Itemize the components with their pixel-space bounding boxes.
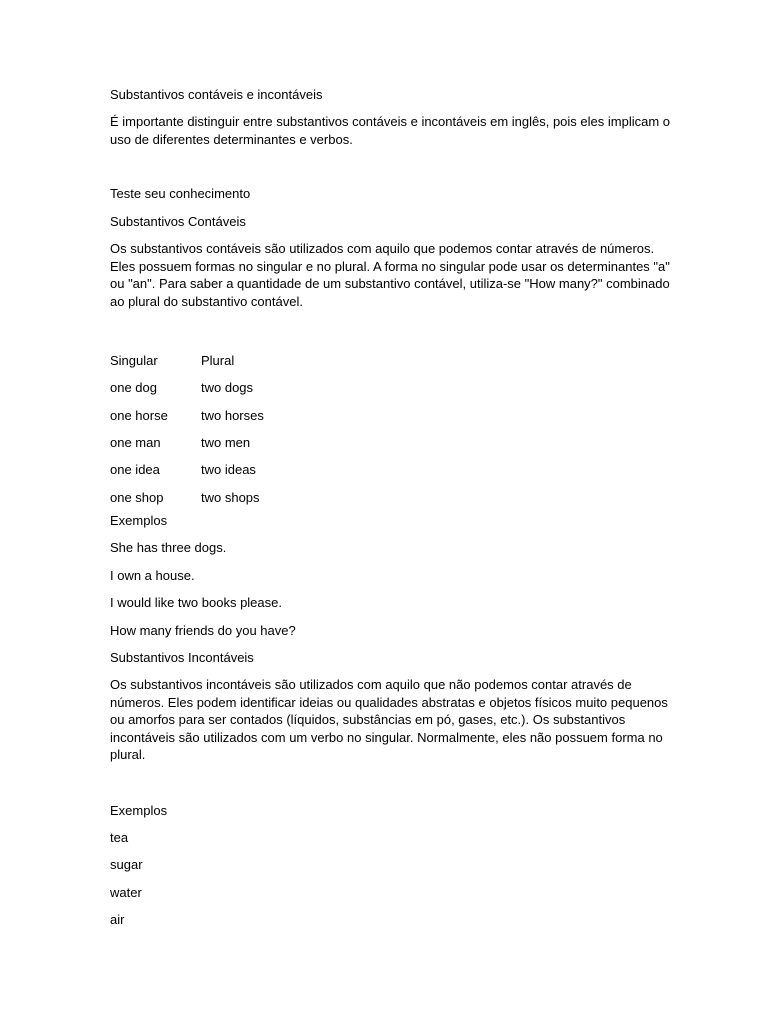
- uncountable-description: Os substantivos incontáveis são utilizados com aquilo que não podemos contar através de números. Eles podem identificar ideias ou qualidades abstratas e objetos físicos muito pequenos ou amorfos para ser contados (líquidos, substâncias em pó, gases, etc.). Os substantivos incontáveis são utilizados com um verbo no singular. Normalmente, eles não possuem forma no plural.: [110, 677, 668, 763]
- table-header-row: [110, 347, 370, 374]
- countable-example: She has three dogs.: [110, 540, 227, 555]
- countable-heading: Substantivos Contáveis: [110, 214, 246, 229]
- table-header-singular: Singular: [110, 352, 158, 368]
- table-cell-plural: two ideas: [201, 462, 256, 478]
- uncountable-example: sugar: [110, 857, 143, 872]
- uncountable-example: air: [110, 912, 125, 927]
- table-row: [110, 429, 370, 456]
- singular-plural-table: [110, 347, 370, 511]
- table-cell-plural: two horses: [201, 407, 264, 423]
- countable-example: I own a house.: [110, 568, 195, 583]
- uncountable-example: water: [110, 885, 142, 900]
- table-cell-plural: two dogs: [201, 380, 254, 396]
- countable-example: How many friends do you have?: [110, 623, 296, 638]
- countable-examples-label: Exemplos: [110, 513, 168, 528]
- table-row: [110, 457, 370, 484]
- intro-paragraph: É importante distinguir entre substantivos contáveis e incontáveis em inglês, pois eles implicam o uso de diferentes determinantes e verbos.: [110, 114, 670, 147]
- uncountable-example: tea: [110, 830, 129, 845]
- table-cell-singular: one man: [110, 435, 161, 451]
- countable-description: Os substantivos contáveis são utilizados com aquilo que podemos contar através de números. Eles possuem formas no singular e no plural. A forma no singular pode usar os determinantes "a" ou "an". Para saber a quantidade de um substantivo contável, utiliza-se "How many?" combinado ao plural do substantivo contável.: [110, 241, 670, 309]
- document-title: Substantivos contáveis e incontáveis: [110, 87, 323, 102]
- table-cell-singular: one horse: [110, 407, 168, 423]
- table-cell-plural: two men: [201, 435, 251, 451]
- table-cell-plural: two shops: [201, 489, 260, 505]
- uncountable-examples-label: Exemplos: [110, 803, 168, 818]
- quiz-heading: Teste seu conhecimento: [110, 186, 251, 201]
- table-row: [110, 402, 370, 429]
- table-cell-singular: one shop: [110, 489, 164, 505]
- uncountable-heading: Substantivos Incontáveis: [110, 650, 254, 665]
- table-cell-singular: one idea: [110, 462, 160, 478]
- table-cell-singular: one dog: [110, 380, 157, 396]
- table-row: [110, 374, 370, 401]
- countable-example: I would like two books please.: [110, 595, 282, 610]
- table-header-plural: Plural: [201, 352, 235, 368]
- table-row: [110, 484, 370, 511]
